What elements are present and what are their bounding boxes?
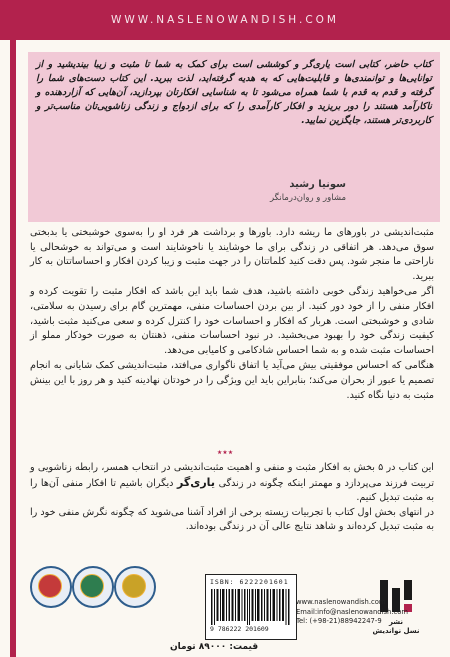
- iso-certificate-seal-3: [114, 566, 156, 608]
- quote-author-role: مشاور و روان‌درمانگر: [269, 193, 346, 203]
- quote-text: کتاب حاضر، کتابی است یاری‌گر و کوششی است برای کمک به شما تا مثبت و زیبا بیندیشید و از توانایی‌ها و توانمندی‌ها و قابلیت‌هایی که به هدیه گرفته‌اید، لذت ببرید. این کتاب دست‌های شما را گرفته و قدم به قدم با شما همراه می‌شود تا به شناسایی افکارتان بپردازید، آن‌هایی که آزاردهنده و ناکارآمد هستند را دور بریزید و افکار کارآمدی را که برای ازدواج و زندگی زناشویی‌تان مناسب‌تر و کاربردی‌تر هستند، جایگزین نمایید.: [36, 59, 432, 127]
- paragraph-5: در انتهای بخش اول کتاب با تجربیات زیسته برخی از افراد آشنا می‌شوید که چگونه نگرش منفی خود را به مثبت تبدیل کرده‌اند و شاهد نتایج عالی آن در زندگی بوده‌اند.: [30, 506, 434, 533]
- body-text-upper: [30, 226, 434, 404]
- paragraph-4: [30, 461, 434, 506]
- paragraph-1: مثبت‌اندیشی در باورهای ما ریشه دارد. باورها و برداشت هر فرد او را به‌سوی خوشبختی یا بدبختی سوق می‌دهد. هر اتفاقی در زندگی برای ما خوشایند یا ناخوشایند است و می‌تواند به خوشحالی یا ناراحتی ما منجر شود. پس دقت کنید کلماتتان را در جهت مثبت و زیبا کردن افکار و احساساتتان به کار ببرید.: [30, 227, 434, 282]
- contact-website: www.naslenowandish.com: [296, 598, 386, 606]
- quote-signature: [36, 178, 346, 204]
- paragraph-4-end: دیگران باشیم تا افکار منفی آن‌ها را به مثبت تبدیل کنیم.: [30, 477, 434, 504]
- section-divider-stars: ٭٭٭: [216, 447, 234, 458]
- left-accent-border: [10, 40, 16, 657]
- isbn-label: ISBN: 6222201601: [210, 578, 289, 586]
- iso-certificate-seal-2: [72, 566, 114, 608]
- paragraph-3: هنگامی که احساس موفقیتی بیش می‌آید یا اتفاق ناگواری می‌افتد، مثبت‌اندیشی کمک شایانی به انجام تصمیم یا عبور از بحران می‌کند؛ بنابراین باید این ویژگی را در خودتان نهادینه کنید و هر روز با این بینش مثبت به دنیا نگاه کنید.: [30, 360, 434, 401]
- publisher-name: نشر نسل نواندیش: [372, 618, 420, 635]
- website-url: WWW.NASLENOWANDISH.COM: [111, 14, 339, 26]
- quote-author: سونیا رشید: [289, 179, 346, 190]
- paragraph-2: اگر می‌خواهید زندگی خوبی داشته باشید، هدف شما باید این باشد که افکار مثبت را تقویت کرده و افکار منفی را از خود دور کنید. از بین بردن احساسات منفی، مهمترین گام برای رسیدن به سلامتی، شادی و خوشبختی است. هربار که افکار و احساسات خود را کنترل کرده و سعی می‌کنید مثبت باشید، کیفیت زندگی خود را بهبود می‌بخشید. در نبود احساسات منفی، ذهنتان به صورت خودکار مملو از احساسات مثبت شده و به شما احساس شادکامی و کامیابی می‌دهد.: [30, 286, 434, 356]
- isbn-barcode-box: [205, 574, 297, 640]
- price-label: قیمت: ۸۹۰۰۰ تومان: [170, 642, 259, 652]
- barcode-icon: [211, 589, 291, 625]
- isbn-number: 9 786222 201609: [210, 625, 269, 633]
- iso-certificate-seal-1: [30, 566, 72, 608]
- body-text-lower: [30, 461, 434, 535]
- paragraph-4-start: این کتاب در ۵ بخش به افکار مثبت و منفی و اهمیت مثبت‌اندیشی در انتخاب همسر، رابطه زناشویی و تربیت فرزند می‌پردازد و مهمتر اینکه چگونه در زندگی: [30, 462, 434, 489]
- keyword-yarigar: یاری‌گر: [177, 475, 215, 489]
- publisher-contact: [296, 598, 436, 627]
- contact-phone: Tel: (+98-21)88942247-9: [296, 617, 382, 625]
- contact-email: Email:info@naslenowandish.com: [296, 607, 409, 616]
